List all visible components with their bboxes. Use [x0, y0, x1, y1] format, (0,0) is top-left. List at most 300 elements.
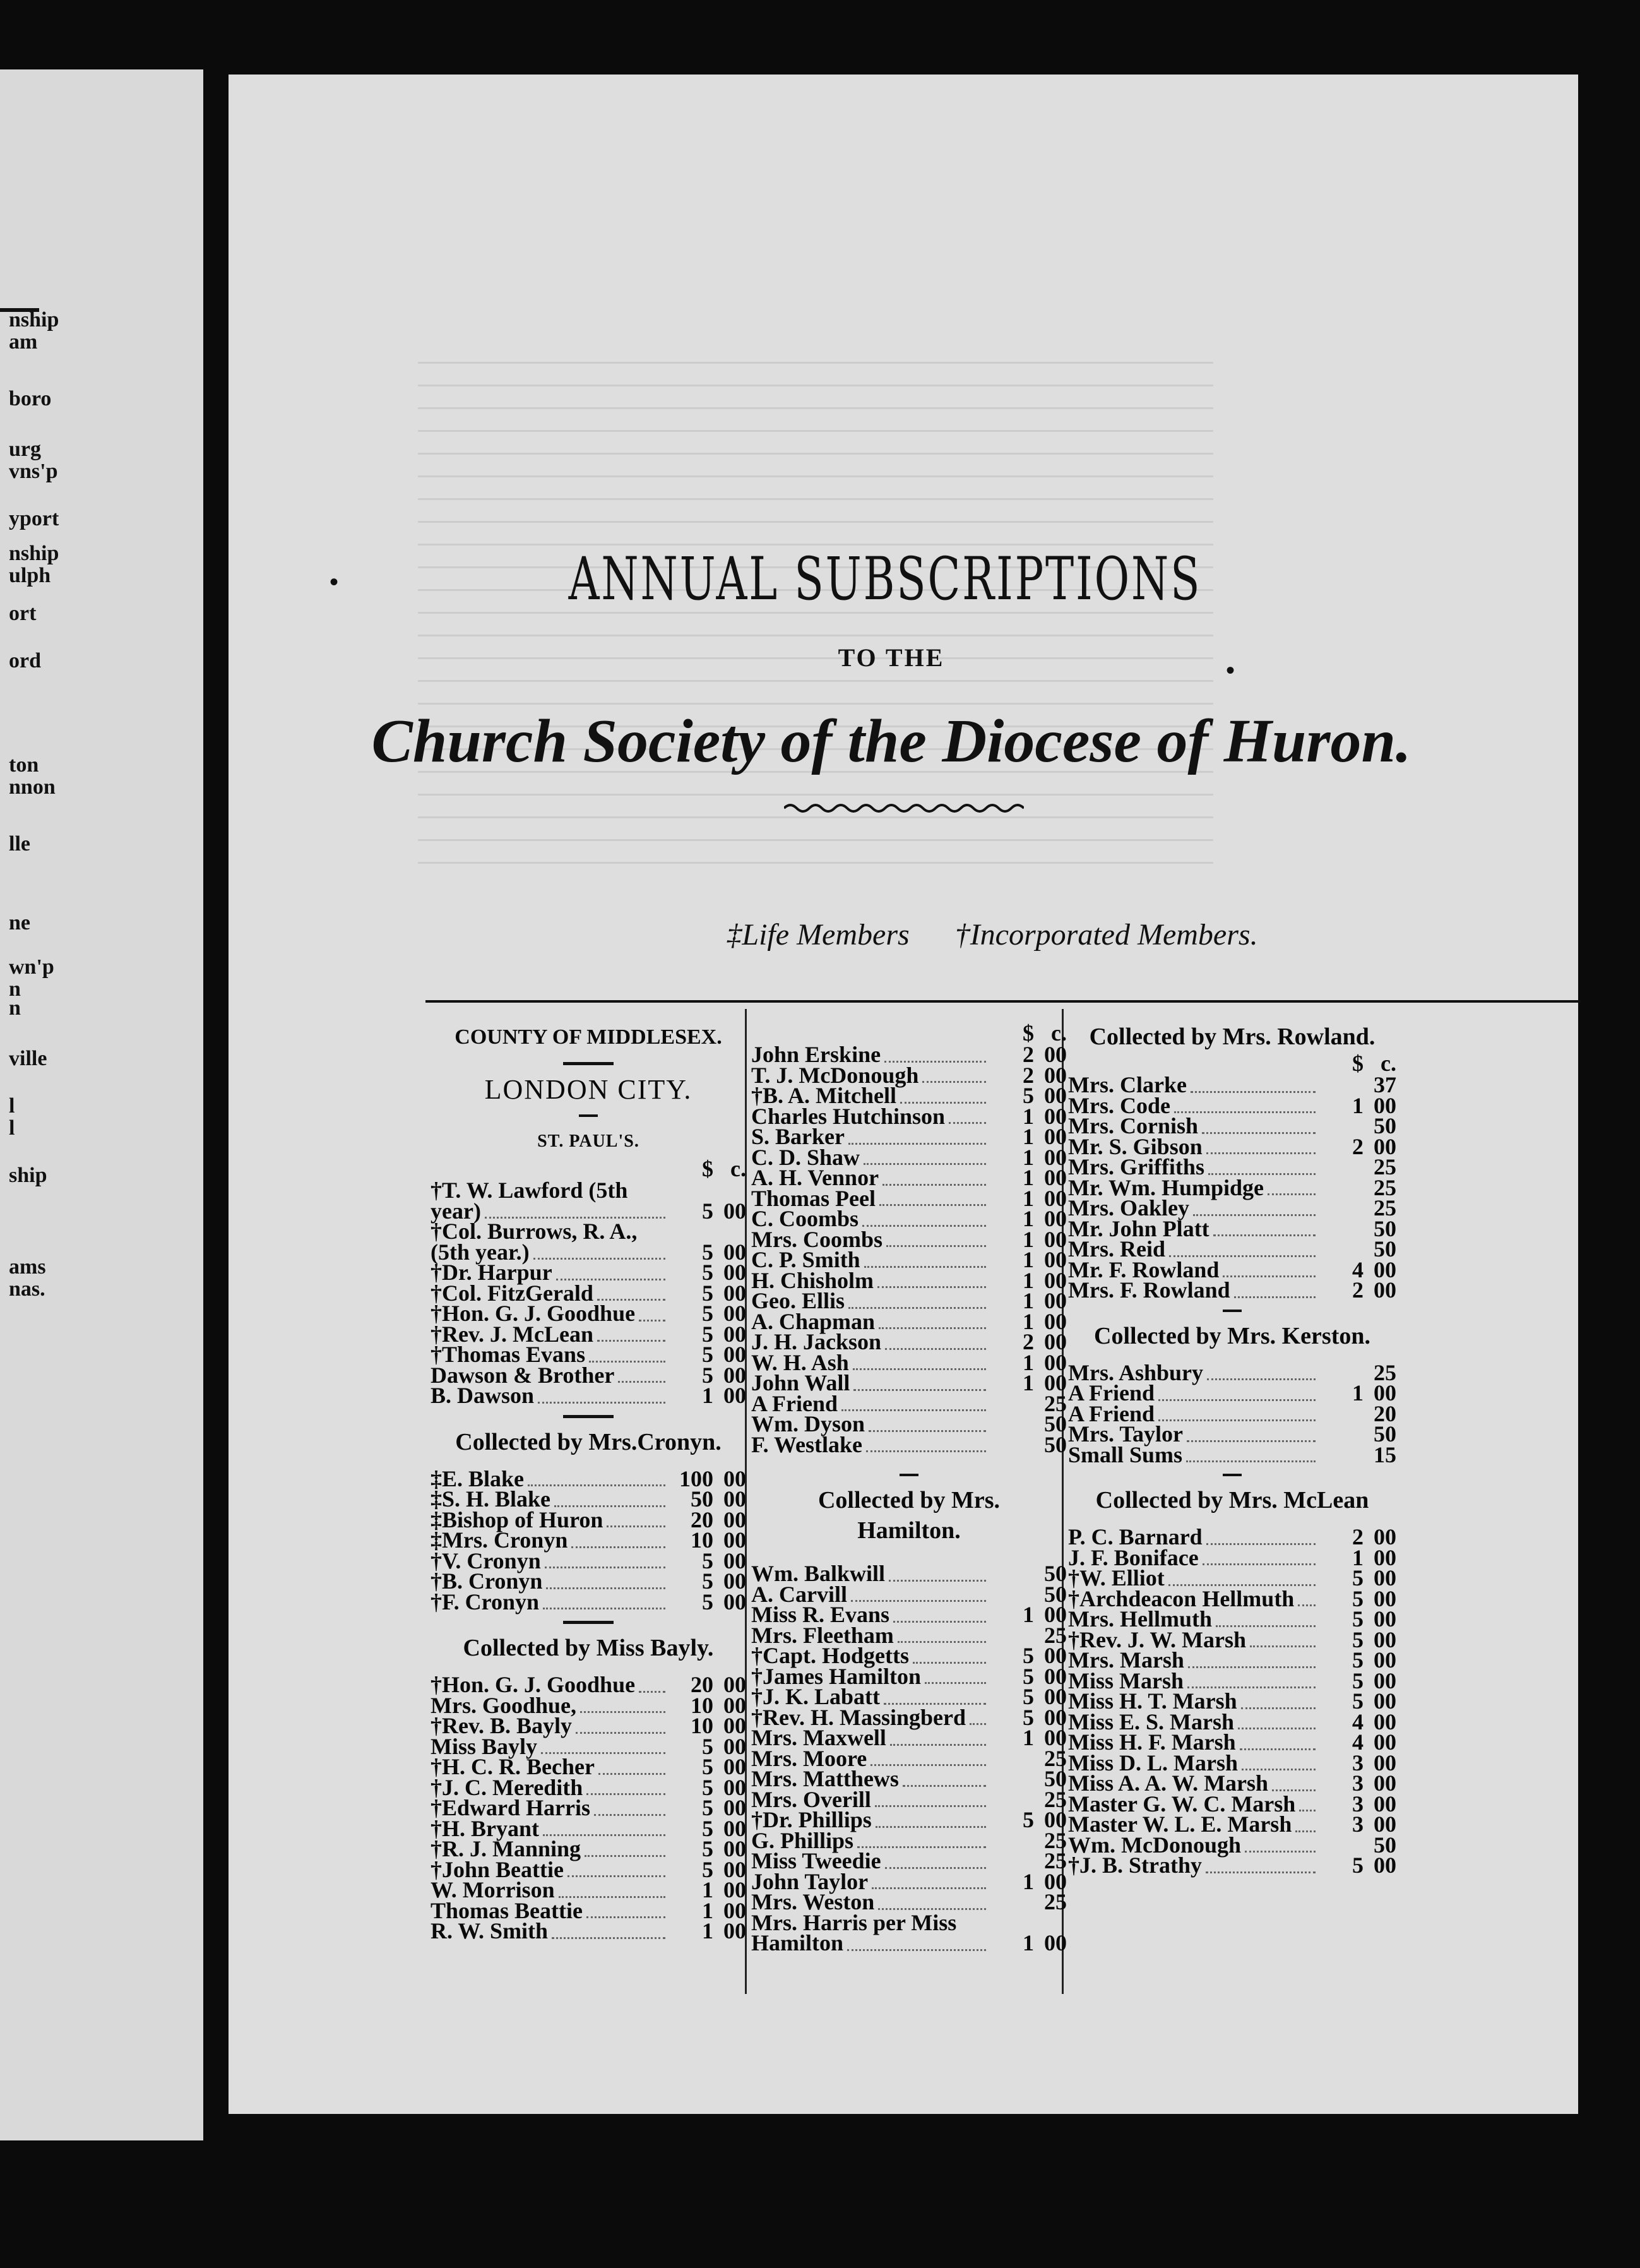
leader-dots	[848, 1293, 986, 1309]
leader-dots	[541, 1738, 665, 1754]
amount-cents: 25	[1374, 1359, 1396, 1385]
amount-cents: 00	[1044, 1930, 1067, 1955]
amount-cents: 25	[1044, 1786, 1067, 1812]
subscription-row	[1068, 1606, 1396, 1632]
amount-cents: 15	[1374, 1441, 1396, 1467]
leader-dots	[528, 1471, 665, 1486]
subscription-row	[751, 1206, 1067, 1231]
amount-cents: 25	[1044, 1827, 1067, 1853]
subscription-row	[1068, 1154, 1396, 1179]
subscriber-name: Miss D. L. Marsh	[1068, 1750, 1238, 1776]
amount-dollars: 50	[691, 1486, 713, 1512]
amount-cents: 25	[1044, 1390, 1067, 1416]
leader-dots	[853, 1375, 986, 1391]
page-mark: •	[1226, 656, 1235, 684]
amount-cents: 00	[1044, 1226, 1067, 1252]
amount-cents: 00	[723, 1877, 746, 1902]
subscriber-name: A Friend	[1068, 1380, 1155, 1406]
subscriber-name: †Archdeacon Hellmuth	[1068, 1585, 1295, 1611]
amount-dollars: 1	[1023, 1226, 1034, 1252]
amount-cents: 00	[723, 1486, 746, 1512]
amount-dollars: 2	[1023, 1062, 1034, 1088]
amount-dollars: 5	[702, 1362, 713, 1388]
subscriber-name: †Thomas Evans	[431, 1342, 586, 1367]
subscriber-name: Miss R. Evans	[751, 1602, 890, 1627]
facing-page-fragment: nship	[9, 308, 59, 331]
subscriber-name: C. P. Smith	[751, 1247, 860, 1272]
amount-cents: 00	[723, 1815, 746, 1841]
subscriber-name: Mrs. Hellmuth	[1068, 1606, 1212, 1632]
facing-page-fragment: l	[9, 1094, 15, 1118]
leader-dots	[864, 1149, 986, 1165]
subscriber-name: Mrs. F. Rowland	[1068, 1277, 1230, 1303]
subscriber-name: ‡S. H. Blake	[431, 1486, 551, 1512]
amount-cents: 00	[1044, 1103, 1067, 1129]
amount-dollars: 5	[1023, 1083, 1034, 1108]
subscription-row	[431, 1180, 746, 1201]
amount-dollars: 2	[1352, 1277, 1364, 1303]
subscriber-name: Small Sums	[1068, 1441, 1183, 1467]
leader-dots	[913, 1648, 986, 1664]
amount-cents: 00	[1374, 1256, 1396, 1282]
leader-dots	[1238, 1714, 1316, 1729]
subscriber-name: J. F. Boniface	[1068, 1544, 1199, 1570]
separator	[563, 1621, 614, 1624]
leader-dots	[889, 1566, 986, 1582]
subscriber-name: Thomas Peel	[751, 1185, 876, 1211]
leader-dots	[1188, 1652, 1316, 1668]
amount-cents: 00	[1044, 1206, 1067, 1231]
leader-dots	[1168, 1570, 1316, 1586]
amount-cents: 00	[1374, 1606, 1396, 1632]
subscription-row	[751, 1604, 1067, 1625]
page-mark: •	[330, 568, 339, 596]
amount-cents: 00	[1044, 1349, 1067, 1375]
facing-page-fragment: nnon	[9, 775, 56, 799]
leader-dots	[872, 1873, 986, 1889]
subscription-row	[751, 1247, 1067, 1272]
subscription-row	[1068, 1113, 1396, 1138]
subscriber-name: R. W. Smith	[431, 1918, 549, 1943]
amount-cents: 00	[723, 1856, 746, 1882]
subscriber-name: †T. W. Lawford (5th	[431, 1178, 628, 1203]
leader-dots	[586, 1902, 665, 1918]
leader-dots	[848, 1129, 986, 1145]
leader-dots	[554, 1491, 665, 1507]
amount-cents: 00	[723, 1918, 746, 1943]
amount-dollars: 5	[702, 1321, 713, 1347]
amount-dollars: 1	[1352, 1380, 1364, 1406]
subscription-row	[431, 1262, 746, 1283]
subscriber-list	[751, 1044, 1067, 1455]
leader-dots	[1169, 1241, 1316, 1257]
leader-dots	[890, 1730, 986, 1746]
unit-header: $ c.	[1352, 1051, 1396, 1076]
amount-cents: 00	[723, 1897, 746, 1923]
leader-dots	[877, 1272, 986, 1288]
rowland-list	[1068, 1072, 1396, 1303]
subscriber-name: John Wall	[751, 1370, 850, 1395]
facing-page-fragment: ne	[9, 911, 30, 934]
subscriber-name: ‡Bishop of Huron	[431, 1507, 603, 1532]
amount-dollars: 5	[1352, 1585, 1364, 1611]
subscription-row	[431, 1918, 746, 1943]
subscriber-name: C. Coombs	[751, 1206, 859, 1231]
amount-dollars: 5	[702, 1548, 713, 1573]
stpauls-list	[431, 1180, 746, 1406]
leader-dots	[970, 1709, 986, 1725]
subscription-row	[1068, 1277, 1396, 1303]
leader-dots	[589, 1347, 665, 1363]
amount-cents: 00	[1044, 1185, 1067, 1211]
subscription-row	[751, 1930, 1067, 1955]
facing-page-fragment: ort	[9, 602, 37, 625]
leader-dots	[639, 1306, 665, 1322]
amount-cents: 00	[723, 1795, 746, 1820]
subscriber-name: †Dr. Phillips	[751, 1807, 872, 1832]
amount-dollars: 1	[1023, 1308, 1034, 1334]
column-3	[1068, 1022, 1396, 1876]
subscription-row	[1068, 1811, 1396, 1837]
amount-dollars: 1	[702, 1383, 713, 1408]
subscription-row	[1068, 1688, 1396, 1714]
leader-dots	[1187, 1673, 1316, 1688]
subscriber-name: (5th year.)	[431, 1239, 530, 1265]
amount-dollars: 5	[1352, 1853, 1364, 1878]
leader-dots	[885, 1853, 986, 1869]
facing-page	[0, 69, 203, 2140]
subscription-row	[751, 1848, 1067, 1873]
subscription-row	[751, 1044, 1067, 1065]
amount-cents: 00	[1044, 1370, 1067, 1395]
amount-cents: 25	[1044, 1745, 1067, 1771]
amount-cents: 00	[723, 1568, 746, 1594]
leader-dots	[618, 1367, 665, 1383]
leader-dots	[585, 1841, 665, 1857]
amount-cents: 00	[1044, 1062, 1067, 1088]
subscription-row	[1068, 1729, 1396, 1755]
facing-page-fragment: urg	[9, 438, 41, 461]
leader-dots	[925, 1668, 986, 1684]
facing-page-fragment: ton	[9, 753, 39, 777]
leader-dots	[1298, 1591, 1316, 1606]
facing-page-fragment: nship	[9, 542, 59, 565]
subscription-row	[751, 1411, 1067, 1436]
amount-dollars: 1	[1023, 1349, 1034, 1375]
subscriber-name: ‡E. Blake	[431, 1465, 525, 1491]
leader-dots	[1187, 1426, 1316, 1442]
subscription-row	[431, 1836, 746, 1861]
separator	[1223, 1474, 1242, 1476]
subscription-row	[751, 1725, 1067, 1750]
amount-dollars: 10	[691, 1692, 713, 1718]
amount-cents: 50	[1374, 1421, 1396, 1447]
leader-dots	[885, 1334, 986, 1350]
subscription-row	[751, 1807, 1067, 1832]
amount-dollars: 4	[1352, 1729, 1364, 1755]
amount-cents: 00	[723, 1280, 746, 1306]
subscriber-name: Miss A. A. W. Marsh	[1068, 1770, 1269, 1796]
leader-dots	[1186, 1447, 1316, 1462]
amount-cents: 00	[1044, 1247, 1067, 1272]
subscription-row	[431, 1674, 746, 1695]
subscriber-name: Wm. Dyson	[751, 1411, 865, 1436]
leader-dots	[1223, 1262, 1316, 1277]
leader-dots	[922, 1067, 986, 1083]
page	[229, 75, 1578, 2114]
subscriber-name: †W. Elliot	[1068, 1565, 1165, 1591]
amount-dollars: 1	[702, 1918, 713, 1943]
subscription-row	[431, 1589, 746, 1614]
leader-dots	[576, 1718, 665, 1734]
kerston-list	[1068, 1359, 1396, 1467]
leader-dots	[866, 1436, 986, 1452]
subscriber-name: Miss H. T. Marsh	[1068, 1688, 1237, 1714]
subscriber-name: A Friend	[1068, 1400, 1155, 1426]
amount-dollars: 2	[1352, 1524, 1364, 1549]
leader-dots	[879, 1190, 986, 1206]
member-legend	[614, 917, 1371, 952]
leader-dots	[1241, 1693, 1316, 1709]
page-title: ANNUAL SUBSCRIPTIONS	[568, 545, 1202, 614]
amount-cents: 25	[1374, 1195, 1396, 1221]
leader-dots	[871, 1750, 986, 1766]
leader-dots	[1208, 1159, 1316, 1175]
amount-cents: 00	[1374, 1709, 1396, 1734]
amount-dollars: 5	[702, 1260, 713, 1285]
leader-dots	[597, 1285, 665, 1301]
leader-dots	[903, 1771, 986, 1787]
amount-dollars: 100	[679, 1465, 713, 1491]
subscriber-name: Hamilton	[751, 1930, 844, 1955]
amount-dollars: 5	[1352, 1565, 1364, 1591]
subscriber-name: F. Westlake	[751, 1431, 863, 1457]
amount-cents: 50	[1044, 1766, 1067, 1791]
subscriber-name: †H. Bryant	[431, 1815, 540, 1841]
leader-dots	[580, 1697, 665, 1713]
leader-dots	[878, 1894, 986, 1910]
subscriber-name: G. Phillips	[751, 1827, 854, 1853]
leader-dots	[1206, 1138, 1316, 1154]
leader-dots	[586, 1779, 665, 1795]
subscription-row	[751, 1329, 1067, 1354]
subscriber-name: John Taylor	[751, 1868, 869, 1894]
amount-cents: 00	[1044, 1165, 1067, 1190]
amount-dollars: 5	[702, 1280, 713, 1306]
amount-cents: 00	[1374, 1092, 1396, 1118]
parish-heading: ST. PAUL'S.	[537, 1131, 639, 1151]
amount-dollars: 1	[702, 1877, 713, 1902]
subscriber-name: Mrs. Harris per Miss	[751, 1909, 957, 1935]
amount-dollars: 5	[1352, 1647, 1364, 1673]
collector-heading: Collected by Mrs. Rowland.	[1089, 1024, 1376, 1050]
amount-dollars: 5	[1352, 1626, 1364, 1652]
amount-cents: 00	[1374, 1585, 1396, 1611]
subscription-row	[1068, 1072, 1396, 1097]
society-name: Church Society of the Diocese of Huron.	[371, 707, 1411, 775]
subscriber-name: Master W. L. E. Marsh	[1068, 1811, 1292, 1837]
legend-life-members: ‡Life Members	[727, 918, 910, 952]
amount-cents: 00	[1044, 1083, 1067, 1108]
amount-dollars: 1	[1023, 1930, 1034, 1955]
leader-dots	[886, 1231, 986, 1247]
facing-page-fragment: ams	[9, 1255, 46, 1279]
amount-cents: 00	[723, 1507, 746, 1532]
leader-dots	[567, 1861, 665, 1877]
subscriber-name: Mrs. Clarke	[1068, 1072, 1187, 1097]
unit-header: $ c.	[702, 1156, 746, 1181]
leader-dots	[543, 1820, 665, 1836]
subscriber-name: Mr. Wm. Humpidge	[1068, 1174, 1264, 1200]
subscription-row	[431, 1713, 746, 1738]
leader-dots	[1234, 1282, 1316, 1298]
cronyn-list	[431, 1465, 746, 1614]
subscriber-name: B. Dawson	[431, 1383, 535, 1408]
amount-cents: 00	[1374, 1853, 1396, 1878]
subscription-row	[751, 1686, 1067, 1707]
amount-cents: 50	[1374, 1832, 1396, 1858]
page-subtitle: TO THE	[838, 643, 945, 672]
amount-dollars: 1	[1023, 1185, 1034, 1211]
subscriber-name: Mrs. Reid	[1068, 1236, 1165, 1262]
subscriber-name: C. D. Shaw	[751, 1144, 860, 1170]
leader-dots	[1242, 1755, 1316, 1770]
facing-page-fragment: n	[9, 996, 21, 1020]
county-heading: COUNTY OF MIDDLESEX.	[455, 1025, 722, 1049]
subscriber-name: John Erskine	[751, 1042, 881, 1067]
amount-cents: 00	[723, 1239, 746, 1265]
leader-dots	[949, 1108, 986, 1124]
subscriber-name: †J. B. Strathy	[1068, 1853, 1203, 1878]
subscriber-name: Mrs. Moore	[751, 1745, 867, 1771]
amount-cents: 00	[1044, 1684, 1067, 1709]
subscriber-name: †Rev. H. Massingberd	[751, 1704, 966, 1730]
leader-dots	[879, 1313, 986, 1329]
facing-page-fragment: ville	[9, 1047, 47, 1070]
amount-cents: 00	[1374, 1770, 1396, 1796]
leader-dots	[851, 1586, 986, 1602]
subscription-row	[1068, 1421, 1396, 1447]
leader-dots	[884, 1047, 986, 1063]
amount-dollars: 5	[702, 1856, 713, 1882]
subscriber-name: †James Hamilton	[751, 1663, 921, 1689]
subscription-row	[431, 1568, 746, 1594]
subscription-row	[431, 1385, 746, 1406]
amount-cents: 00	[723, 1589, 746, 1614]
subscriber-name: Mrs. Weston	[751, 1889, 875, 1914]
amount-dollars: 5	[702, 1301, 713, 1326]
amount-cents: 00	[1044, 1807, 1067, 1832]
amount-cents: 00	[723, 1774, 746, 1800]
subscriber-name: A. Chapman	[751, 1308, 876, 1334]
facing-page-fragment: am	[9, 330, 38, 354]
subscriber-name: Wm. McDonough	[1068, 1832, 1242, 1858]
amount-cents: 00	[723, 1836, 746, 1861]
facing-page-fragment: n	[9, 977, 21, 1001]
amount-dollars: 5	[702, 1342, 713, 1367]
subscriber-name: S. Barker	[751, 1124, 845, 1149]
subscription-row	[751, 1645, 1067, 1666]
subscriber-name: A. Carvill	[751, 1581, 847, 1607]
separator	[900, 1474, 918, 1476]
column-2	[751, 1022, 1067, 1954]
subscriber-name: Mrs. Marsh	[1068, 1647, 1184, 1673]
amount-cents: 00	[1044, 1602, 1067, 1627]
amount-dollars: 5	[1352, 1688, 1364, 1714]
leader-dots	[1193, 1200, 1316, 1216]
leader-dots	[1158, 1406, 1316, 1421]
subscription-row	[751, 1889, 1067, 1914]
amount-cents: 00	[723, 1754, 746, 1779]
subscription-row	[431, 1795, 746, 1820]
subscriber-name: †B. A. Mitchell	[751, 1083, 896, 1108]
amount-cents: 00	[1044, 1124, 1067, 1149]
separator	[563, 1415, 614, 1418]
leader-dots	[1295, 1817, 1316, 1832]
leader-dots	[1268, 1179, 1316, 1195]
amount-dollars: 5	[1023, 1807, 1034, 1832]
subscription-row	[1068, 1236, 1396, 1262]
amount-dollars: 5	[1352, 1606, 1364, 1632]
amount-cents: 00	[1374, 1277, 1396, 1303]
leader-dots	[857, 1832, 986, 1848]
subscriber-name: †R. J. Manning	[431, 1836, 581, 1861]
leader-dots	[571, 1532, 665, 1548]
subscriber-name: Mrs. Overill	[751, 1786, 871, 1812]
amount-cents: 00	[1374, 1791, 1396, 1817]
leader-dots	[546, 1573, 665, 1589]
subscriber-name: †Rev. B. Bayly	[431, 1713, 573, 1738]
facing-page-fragment: wn'p	[9, 955, 54, 979]
leader-dots	[556, 1265, 665, 1280]
mclean-list	[1068, 1524, 1396, 1878]
subscription-row	[751, 1766, 1067, 1791]
amount-cents: 00	[1044, 1868, 1067, 1894]
leader-dots	[882, 1170, 986, 1186]
amount-cents: 20	[1374, 1400, 1396, 1426]
subscription-row	[1068, 1524, 1396, 1549]
amount-dollars: 5	[1023, 1663, 1034, 1689]
leader-dots	[862, 1211, 986, 1227]
facing-page-fragment: ship	[9, 1164, 47, 1187]
subscriber-name: year)	[431, 1198, 481, 1224]
amount-dollars: 5	[702, 1568, 713, 1594]
amount-cents: 00	[723, 1713, 746, 1738]
leader-dots	[559, 1882, 665, 1898]
leader-dots	[533, 1244, 665, 1260]
amount-dollars: 5	[1023, 1704, 1034, 1730]
collector-heading: Collected by Mrs. Hamilton.	[817, 1487, 1001, 1544]
amount-cents: 00	[1044, 1663, 1067, 1689]
subscription-row	[1068, 1380, 1396, 1406]
leader-dots	[639, 1677, 665, 1693]
city-heading: LONDON CITY.	[484, 1074, 692, 1105]
subscription-row	[431, 1877, 746, 1902]
subscription-row	[431, 1344, 746, 1365]
subscription-row	[751, 1431, 1067, 1457]
leader-dots	[594, 1800, 665, 1816]
subscription-row	[431, 1527, 746, 1553]
amount-dollars: 3	[1352, 1750, 1364, 1776]
amount-dollars: 1	[1023, 1868, 1034, 1894]
subscriber-name: †Rev. J. McLean	[431, 1321, 593, 1347]
amount-cents: 00	[723, 1321, 746, 1347]
facing-page-fragment: vns'p	[9, 460, 58, 483]
subscriber-name: Mrs. Oakley	[1068, 1195, 1189, 1221]
collector-heading: Collected by Mrs. McLean	[1095, 1487, 1369, 1513]
subscription-row	[1068, 1855, 1396, 1876]
leader-dots	[875, 1791, 986, 1807]
